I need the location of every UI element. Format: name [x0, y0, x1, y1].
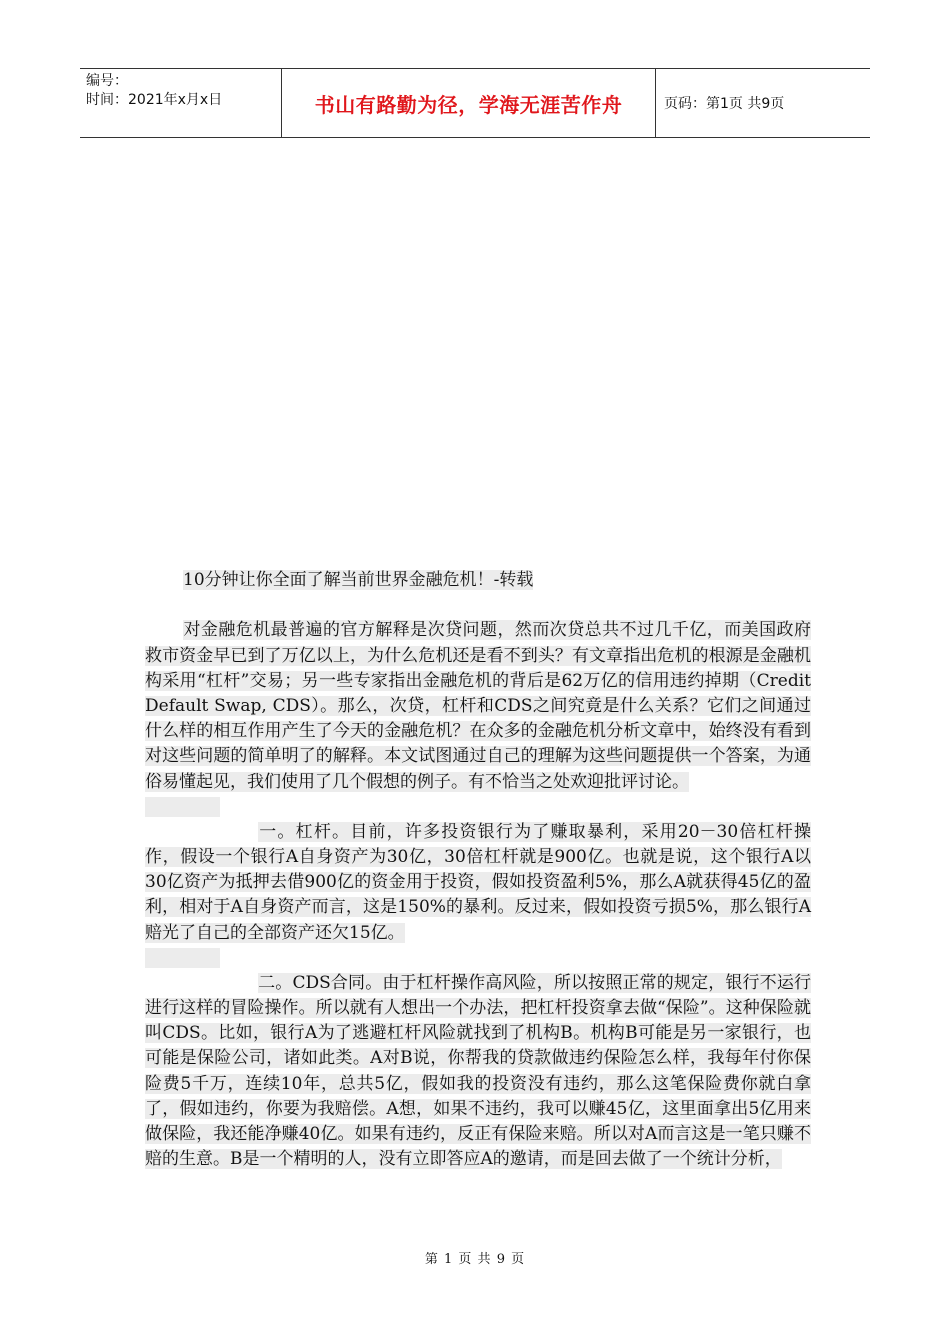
header-motto: 书山有路勤为径，学海无涯苦作舟	[282, 69, 656, 137]
paragraph-cds: 二。CDS合同。由于杠杆操作高风险，所以按照正常的规定，银行不运行进行这样的冒险操作。所以就有人想出一个办法，把杠杆投资拿去做“保险”。这种保险就叫CDS。比如，银行A为了逃避杠杆风险就找到了机构B。机构B可能是另一家银行，也可能是保险公司，诸如此类。A对B说，你帮我的贷款做违约保险怎么样，我每年付你保险费5千万，连续10年，总共5亿，假如我的投资没有违约，那么这笔保险费你就白拿了，假如违约，你要为我赔偿。A想，如果不违约，我可以赚45亿，这里面拿出5亿用来做保险，我还能净赚40亿。如果有违约，反正有保险来赔。所以对A而言这是一笔只赚不赔的生意。B是一个精明的人，没有立即答应A的邀请，而是回去做了一个统计分析，	[145, 972, 811, 1170]
highlight-spacer	[145, 948, 220, 968]
article-title: 10分钟让你全面了解当前世界金融危机！-转载	[183, 570, 534, 590]
paragraph-intro: 对金融危机最普遍的官方解释是次贷问题，然而次贷总共不过几千亿，而美国政府救市资金早已到了万亿以上，为什么危机还是看不到头？有文章指出危机的根源是金融机构采用“杠杆”交易；另一些专家指出金融危机的背后是62万亿的信用违约掉期（Credit Default Swap, CDS）。那么，次贷，杠杆和CDS之间究竟是什么关系？它们之间通过什么样的相互作用产生了今天的金融危机？在众多的金融危机分析文章中，始终没有看到对这些问题的简单明了的解释。本文试图通过自己的理解为这些问题提供一个答案，为通俗易懂起见，我们使用了几个假想的例子。有不恰当之处欢迎批评讨论。	[145, 620, 811, 792]
highlight-spacer	[145, 797, 220, 817]
paragraph-leverage: 一。杠杆。目前，许多投资银行为了赚取暴利，采用20－30倍杠杆操作，假设一个银行A自身资产为30亿，30倍杠杆就是900亿。也就是说，这个银行A以 30亿资产为抵押去借900亿的资金用于投资，假如投资盈利5%，那么A就获得45亿的盈利，相对于A自身资产而言，这是150%的暴利。反过来，假如投资亏损5%，那么银行A赔光了自己的全部资产还欠15亿。	[145, 821, 811, 943]
document-header	[80, 68, 870, 138]
article-body	[145, 568, 811, 1172]
header-meta-cell	[80, 69, 282, 137]
document-number-label: 编号：	[86, 73, 128, 89]
document-time-label: 时间：2021年x月x日	[86, 92, 223, 108]
blank-line	[145, 593, 811, 618]
page-footer: 第 1 页 共 9 页	[424, 1252, 526, 1267]
header-page-info: 页码：第1页 共9页	[664, 96, 785, 112]
